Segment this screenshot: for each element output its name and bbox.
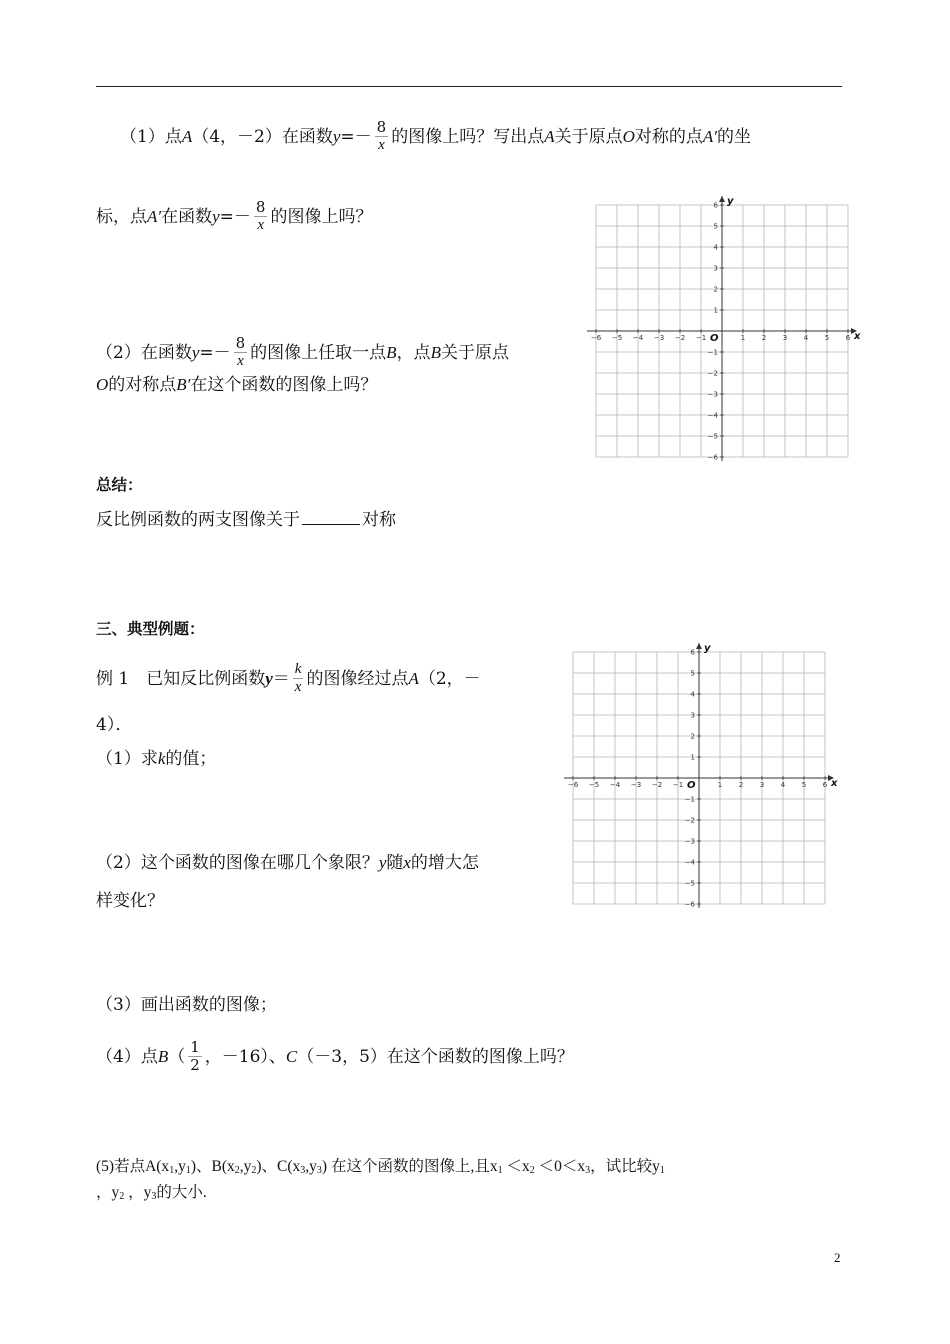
y-tick-label: −4 bbox=[707, 411, 718, 420]
fraction-8-over-x: $\frac{8}{x}$ bbox=[235, 334, 246, 369]
y-tick-label: 5 bbox=[690, 669, 695, 678]
coordinate-grid bbox=[564, 643, 839, 911]
example-1-part-1: （1）求k的值； bbox=[96, 749, 217, 769]
x-tick-label: −4 bbox=[632, 334, 644, 342]
y-axis-label: y bbox=[727, 196, 734, 207]
example-1-part-2: （2）这个函数的图像在哪几个象限？y随x的增大怎 bbox=[96, 853, 479, 873]
y-tick-label: 6 bbox=[713, 201, 718, 210]
x-tick-label: 5 bbox=[801, 781, 807, 789]
y-tick-label: 4 bbox=[713, 243, 718, 252]
y-tick-label: −2 bbox=[707, 369, 718, 378]
x-tick-label: 1 bbox=[740, 334, 746, 342]
x-tick-label: 2 bbox=[761, 334, 767, 342]
y-tick-label: 2 bbox=[690, 732, 695, 741]
example-1-part-5-line-1: (5)若点$A(x_1,y_1)$、$B(x_2,y_2)$、$C(x_3,y_3)$ 在这个函数的图像上,且$x_1 <x_2 <0<x_3$，试比较$y_1$ bbox=[96, 1158, 665, 1176]
x-tick-label: 3 bbox=[782, 334, 788, 342]
q1-line-1: （1）点A（4，－2）在函数y=－ $\frac{8}{x}$ 的图像上吗？写出点A关于原点O对称的点A′的坐 bbox=[120, 118, 751, 153]
y-tick-label: 2 bbox=[713, 285, 718, 294]
x-tick-label: −4 bbox=[609, 781, 621, 789]
y-tick-label: 4 bbox=[690, 690, 695, 699]
y-tick-label: 3 bbox=[713, 264, 718, 273]
y-axis-arrow bbox=[696, 643, 702, 649]
x-tick-label: 6 bbox=[822, 781, 828, 789]
y-tick-label: 6 bbox=[690, 648, 695, 657]
y-tick-label: −5 bbox=[707, 432, 718, 441]
x-axis-label: x bbox=[854, 331, 861, 342]
y-tick-label: −3 bbox=[684, 837, 695, 846]
x-tick-label: −2 bbox=[651, 781, 663, 789]
coordinate-grid bbox=[587, 196, 862, 464]
y-tick-label: −1 bbox=[707, 348, 718, 357]
x-tick-label: −5 bbox=[611, 334, 623, 342]
y-tick-label: −6 bbox=[684, 900, 695, 909]
y-tick-label: −3 bbox=[707, 390, 718, 399]
x-tick-label: 2 bbox=[738, 781, 744, 789]
example-1-line-1: 例 1 已知反比例函数y＝ $\frac{k}{x}$ 的图像经过点A（2，－ bbox=[96, 661, 481, 695]
y-axis-label: y bbox=[704, 643, 711, 654]
x-tick-label: 6 bbox=[845, 334, 851, 342]
x-tick-label: −3 bbox=[653, 334, 665, 342]
summary-text: 反比例函数的两支图像关于 对称 bbox=[96, 510, 396, 530]
x-axis-label: x bbox=[831, 778, 838, 789]
y-tick-label: −6 bbox=[707, 453, 718, 462]
y-tick-label: −2 bbox=[684, 816, 695, 825]
summary-title: 总结： bbox=[96, 476, 143, 494]
fraction-k-over-x: $\frac{k}{x}$ bbox=[294, 661, 302, 695]
y-tick-label: 3 bbox=[690, 711, 695, 720]
x-tick-label: −6 bbox=[590, 334, 602, 342]
example-1-part-2-cont: 样变化？ bbox=[96, 891, 164, 911]
x-tick-label: −5 bbox=[588, 781, 600, 789]
q1-line-2: 标，点A′在函数y=－ $\frac{8}{x}$ 的图像上吗？ bbox=[96, 198, 373, 233]
x-tick-label: 4 bbox=[803, 334, 809, 342]
y-tick-label: −1 bbox=[684, 795, 695, 804]
origin-label: O bbox=[710, 333, 719, 344]
fraction-8-over-x: $\frac{8}{x}$ bbox=[376, 118, 387, 153]
x-tick-label: −3 bbox=[630, 781, 642, 789]
fill-in-blank[interactable] bbox=[302, 508, 360, 525]
example-1-part-3: （3）画出函数的图像； bbox=[96, 995, 277, 1015]
q2-line-1: （2）在函数y=－ $\frac{8}{x}$ 的图像上任取一点B，点B关于原点 bbox=[96, 334, 509, 369]
x-tick-label: −1 bbox=[695, 334, 707, 342]
q2-line-2: O的对称点B′在这个函数的图像上吗？ bbox=[96, 375, 378, 395]
y-tick-label: 1 bbox=[713, 306, 718, 315]
page-number: 2 bbox=[834, 1250, 841, 1265]
y-tick-label: −4 bbox=[684, 858, 695, 867]
x-tick-label: 3 bbox=[759, 781, 765, 789]
fraction-1-over-2: $\frac{1}{2}$ bbox=[190, 1038, 200, 1074]
example-1-part-4: （4）点B（ $\frac{1}{2}$ ，－16）、C（－3，5）在这个函数的图像上吗？ bbox=[96, 1038, 574, 1074]
x-tick-label: 5 bbox=[824, 334, 830, 342]
y-tick-label: −5 bbox=[684, 879, 695, 888]
section-title: 三、典型例题： bbox=[96, 620, 205, 638]
header-rule bbox=[96, 86, 842, 87]
x-tick-label: 1 bbox=[717, 781, 723, 789]
y-tick-label: 5 bbox=[713, 222, 718, 231]
x-tick-label: −1 bbox=[672, 781, 684, 789]
y-tick-label: 1 bbox=[690, 753, 695, 762]
y-axis-arrow bbox=[719, 196, 725, 202]
fraction-8-over-x: $\frac{8}{x}$ bbox=[255, 198, 266, 233]
example-1-line-2: 4）． bbox=[96, 715, 133, 735]
x-tick-label: −2 bbox=[674, 334, 686, 342]
example-1-part-5-line-2: ，$y_2$ ，$y_3$的大小. bbox=[96, 1184, 207, 1202]
x-tick-label: −6 bbox=[567, 781, 579, 789]
origin-label: O bbox=[687, 780, 696, 791]
x-tick-label: 4 bbox=[780, 781, 786, 789]
